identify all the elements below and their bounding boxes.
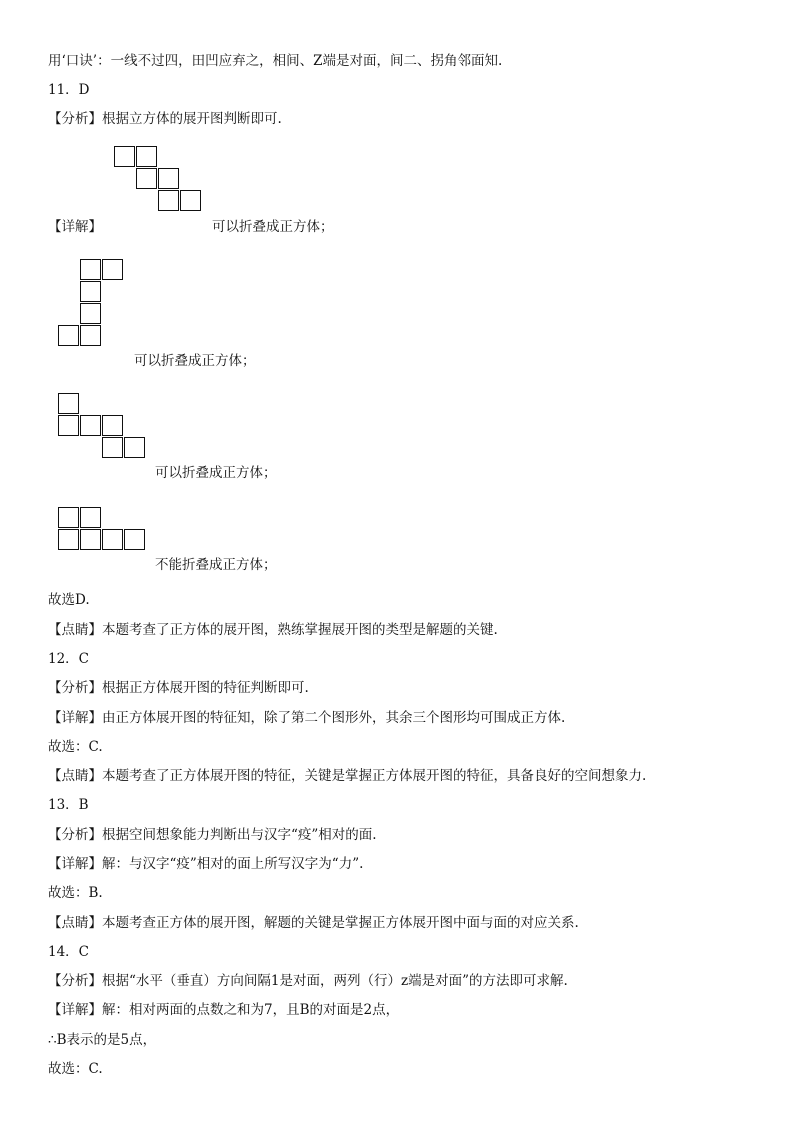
q11-analysis: 【分析】根据立方体的展开图判断即可. [48, 111, 282, 127]
cube-net-1 [114, 146, 204, 212]
net-square [80, 259, 101, 280]
net-square [58, 529, 79, 550]
q13-analysis: 【分析】根据空间想象能力判断出与汉字“疫”相对的面. [48, 827, 377, 843]
net-square [58, 325, 79, 346]
q14-analysis: 【分析】根据“水平（垂直）方向间隔1是对面，两列（行）z端是对面”的方法即可求解. [48, 973, 568, 989]
net-square [180, 190, 201, 211]
net-square [158, 190, 179, 211]
q13-comment: 【点睛】本题考查正方体的展开图，解题的关键是掌握正方体展开图中面与面的对应关系. [48, 915, 579, 931]
net-square [102, 415, 123, 436]
net-square [58, 507, 79, 528]
net-4-caption: 不能折叠成正方体； [155, 557, 277, 573]
question-14-answer: 14．C [48, 944, 90, 960]
q11-conclusion: 故选D. [48, 592, 90, 608]
q12-comment: 【点睛】本题考查了正方体展开图的特征，关键是掌握正方体展开图的特征，具备良好的空间想象力. [48, 768, 647, 784]
net-square [80, 529, 101, 550]
net-square [80, 507, 101, 528]
net-square [80, 303, 101, 324]
net-square [114, 146, 135, 167]
q13-detail: 【详解】解：与汉字“疫”相对的面上所写汉字为“力”. [48, 856, 364, 872]
net-2-caption: 可以折叠成正方体； [134, 353, 256, 369]
net-square [136, 146, 157, 167]
net-square [102, 529, 123, 550]
q12-conclusion: 故选：C. [48, 739, 103, 755]
q12-detail: 【详解】由正方体展开图的特征知，除了第二个图形外，其余三个图形均可围成正方体. [48, 710, 566, 726]
q14-therefore: ∴B表示的是5点， [48, 1032, 157, 1048]
net-square [58, 393, 79, 414]
q11-comment: 【点睛】本题考查了正方体的展开图，熟练掌握展开图的类型是解题的关键. [48, 622, 498, 638]
q14-detail: 【详解】解：相对两面的点数之和为7，且B的对面是2点， [48, 1002, 400, 1018]
q12-analysis: 【分析】根据正方体展开图的特征判断即可. [48, 680, 309, 696]
net-square [80, 325, 101, 346]
net-square [102, 437, 123, 458]
net-square [80, 281, 101, 302]
net-square [124, 437, 145, 458]
net-square [124, 529, 145, 550]
net-square [158, 168, 179, 189]
cube-net-3 [58, 393, 150, 459]
q11-detail-label: 【详解】 [48, 219, 102, 235]
question-13-answer: 13．B [48, 797, 89, 813]
net-square [58, 415, 79, 436]
q14-conclusion: 故选：C. [48, 1061, 103, 1077]
question-12-answer: 12．C [48, 651, 90, 667]
net-square [80, 415, 101, 436]
mnemonic-line: 用‘口诀’：一线不过四，田凹应弃之，相间、Z端是对面，间二、拐角邻面知. [48, 53, 503, 69]
net-1-caption: 可以折叠成正方体； [212, 219, 334, 235]
net-3-caption: 可以折叠成正方体； [155, 465, 277, 481]
question-11-answer: 11．D [48, 82, 90, 98]
net-square [102, 259, 123, 280]
cube-net-4 [58, 507, 150, 551]
cube-net-2 [58, 259, 128, 347]
q13-conclusion: 故选：B. [48, 885, 103, 901]
net-square [136, 168, 157, 189]
